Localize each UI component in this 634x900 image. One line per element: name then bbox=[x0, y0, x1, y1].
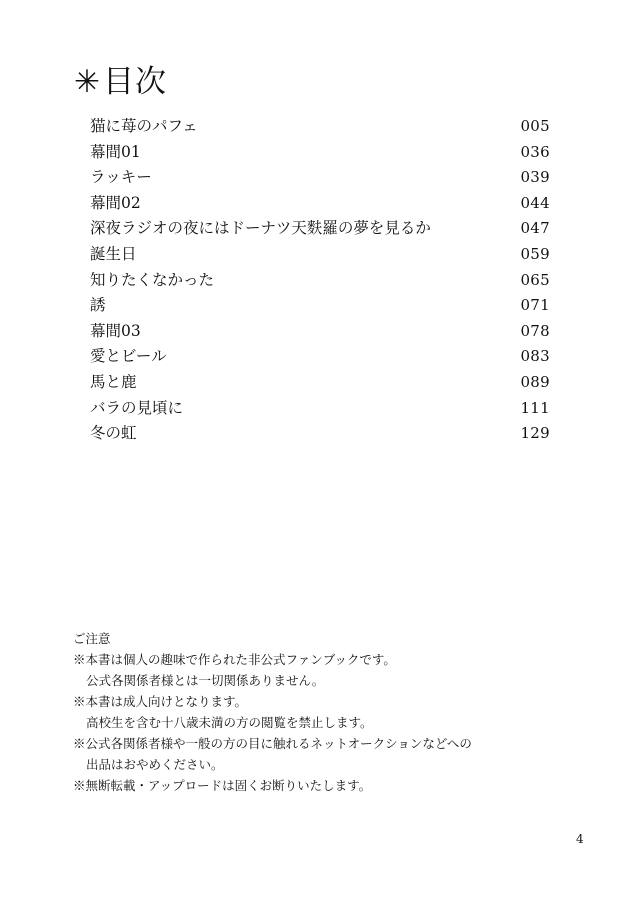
notice-heading: ご注意 bbox=[73, 631, 111, 646]
toc-entry-title: バラの見頃に bbox=[90, 398, 184, 417]
toc-entry-page: 111 bbox=[520, 398, 550, 417]
table-of-contents bbox=[90, 114, 550, 447]
toc-entry-page: 083 bbox=[520, 347, 550, 366]
toc-entry bbox=[90, 191, 550, 217]
page-number: 4 bbox=[576, 832, 584, 846]
toc-entry-title: ラッキー bbox=[90, 168, 152, 187]
toc-entry-title: 深夜ラジオの夜にはドーナツ天麩羅の夢を見るか bbox=[90, 219, 431, 238]
toc-entry-page: 005 bbox=[520, 117, 550, 135]
notice-line: ※本書は成人向けとなります。 bbox=[73, 694, 248, 709]
toc-entry-title: 誕生日 bbox=[90, 244, 137, 263]
toc-entry bbox=[90, 319, 550, 345]
toc-entry bbox=[90, 370, 550, 396]
toc-entry-page: 078 bbox=[520, 321, 550, 340]
toc-entry-title: 知りたくなかった bbox=[90, 270, 215, 289]
toc-entry bbox=[90, 242, 550, 268]
toc-entry-title: 愛とビール bbox=[90, 347, 167, 366]
toc-entry bbox=[90, 216, 550, 242]
toc-entry bbox=[90, 165, 550, 191]
toc-entry bbox=[90, 293, 550, 319]
notice-line: 高校生を含む十八歳未満の方の閲覧を禁止します。 bbox=[86, 715, 373, 730]
notice-line: ※公式各関係者様や一般の方の目に触れるネットオークションなどへの bbox=[73, 736, 472, 751]
page-title bbox=[74, 62, 167, 102]
toc-entry-page: 129 bbox=[520, 424, 550, 443]
toc-entry-page: 036 bbox=[520, 142, 550, 161]
toc-entry-page: 047 bbox=[520, 219, 550, 238]
toc-entry-page: 039 bbox=[520, 168, 550, 187]
toc-entry-page: 059 bbox=[520, 244, 550, 263]
toc-entry-title: 馬と鹿 bbox=[90, 372, 137, 391]
toc-entry-page: 065 bbox=[520, 270, 550, 289]
page-title-text: 目次 bbox=[102, 64, 167, 100]
notice-line: 出品はおやめください。 bbox=[86, 757, 224, 772]
toc-entry bbox=[90, 421, 550, 447]
toc-entry-title: 幕間01 bbox=[90, 142, 141, 161]
notice-line: 公式各関係者様とは一切関係ありません。 bbox=[86, 673, 325, 688]
toc-entry-page: 071 bbox=[520, 296, 550, 315]
toc-entry-page: 089 bbox=[520, 372, 550, 391]
toc-entry bbox=[90, 140, 550, 166]
toc-entry bbox=[90, 344, 550, 370]
toc-entry-title: 誘 bbox=[90, 296, 106, 315]
toc-entry bbox=[90, 396, 550, 422]
asterisk-icon: ✳ bbox=[74, 64, 101, 100]
notice-line: ※本書は個人の趣味で作られた非公式ファンブックです。 bbox=[73, 652, 396, 667]
toc-entry bbox=[90, 114, 550, 140]
toc-entry-page: 044 bbox=[520, 193, 550, 212]
notice-section bbox=[73, 628, 553, 796]
toc-entry-title: 幕間02 bbox=[90, 193, 141, 212]
toc-entry-title: 幕間03 bbox=[90, 321, 141, 340]
toc-entry-title: 冬の虹 bbox=[90, 424, 137, 443]
notice-line: ※無断転載・アップロードは固くお断りいたします。 bbox=[73, 778, 372, 793]
toc-entry-title: 猫に苺のパフェ bbox=[90, 117, 198, 135]
toc-entry bbox=[90, 268, 550, 294]
